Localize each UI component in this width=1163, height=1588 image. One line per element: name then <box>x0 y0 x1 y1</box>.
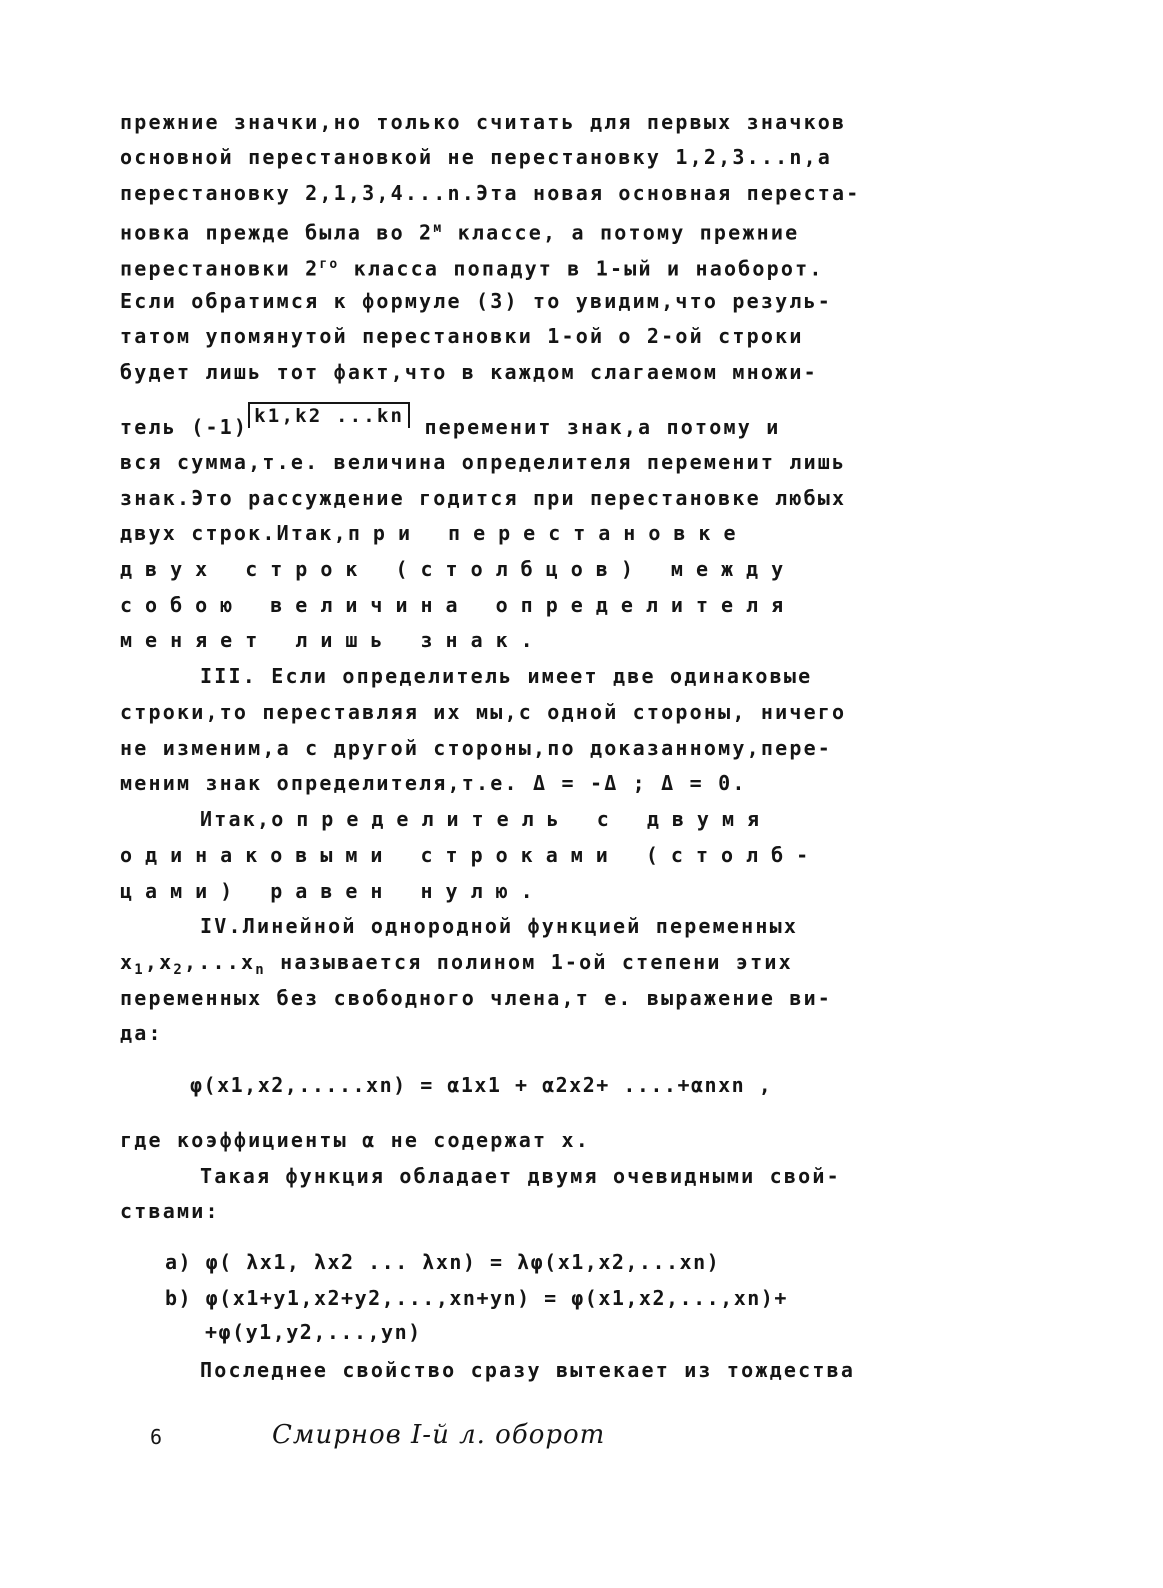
text-line: Если обратимся к формуле (3) то увидим,что резуль- <box>120 289 833 313</box>
text-line <box>120 521 990 545</box>
text-line: основной перестановкой не перестановку 1,2,3...n,а <box>120 145 833 169</box>
text-line: да: <box>120 1021 163 1045</box>
text-line <box>200 807 990 831</box>
text-line: строки,то переставляя их мы,с одной стороны, ничего <box>120 700 847 724</box>
text-segment: двух строк.Итак, <box>120 521 348 545</box>
inversion-bracket: k1,k2 ...kn <box>248 402 410 428</box>
text-line: будет лишь тот факт,что в каждом слагаемом множи- <box>120 360 818 384</box>
text-segment: перестановки 2 <box>120 256 320 281</box>
text-line <box>120 405 990 440</box>
text-line: Последнее свойство сразу вытекает из тождества <box>200 1358 856 1382</box>
text-line: перестановку 2,1,3,4...n.Эта новая основная переста- <box>120 181 861 205</box>
text-segment: называется полином 1-ой <box>265 950 608 974</box>
text-segment: новка прежде была во 2 <box>120 220 434 245</box>
emphasized-text: при перестановке <box>347 521 749 545</box>
text-segment: x <box>120 950 135 974</box>
text-line: знак.Это рассуждение годится при перестановке любых <box>120 486 847 510</box>
subscript: n <box>255 962 266 978</box>
subscript: 1 <box>134 962 145 978</box>
text-segment: степени этих <box>621 950 793 974</box>
text-segment: переменит знак,а потому и <box>410 415 781 439</box>
text-segment: тель (-1) <box>120 415 249 439</box>
emphasized-text: определитель с двумя <box>271 807 773 831</box>
text-segment: классе, а потому прежние <box>443 220 800 245</box>
page-number: 6 <box>150 1425 163 1449</box>
text-line: Такая функция обладает двумя очевидными свой- <box>200 1164 841 1188</box>
section-heading-line: IV.Линейной однородной функцией переменных <box>200 914 799 938</box>
text-line: не изменим,а с другой стороны,по доказанному,пере- <box>120 736 833 760</box>
emphasized-text-line: двух строк (столбцов) между <box>120 557 797 581</box>
section-heading-line: III. Если определитель имеет две одинаковые <box>200 664 813 688</box>
text-line: вся сумма,т.е. величина определителя переменит лишь <box>120 450 847 474</box>
property-b-line: b) φ(x1+y1,x2+y2,...,xn+yn) = φ(x1,x2,...,xn)+ <box>165 1286 788 1310</box>
text-segment: Итак, <box>200 807 272 831</box>
subscript: 2 <box>173 962 185 978</box>
text-line: $x_1,x_2,...x_n$ называется полином 1-ой степени этих <box>120 950 793 978</box>
formula-line: φ(x1,x2,.....xn) = α1x1 + α2x2+ ....+αnxn , <box>190 1073 773 1097</box>
text-line: прежние значки,но только считать для первых значков <box>120 110 847 134</box>
text-line: меним знак определителя,т.е. Δ = -Δ ; Δ = 0. <box>120 771 747 795</box>
handwritten-note: Смирнов I-й л. оборот <box>272 1420 606 1450</box>
text-line: ствами: <box>120 1199 220 1223</box>
emphasized-text-line: меняет лишь знак. <box>120 628 546 652</box>
superscript: го <box>319 257 340 272</box>
text-segment: класса попадут в 1-ый и наоборот. <box>339 256 824 281</box>
property-a-line: a) φ( λx1, λx2 ... λxn) = λφ(x1,x2,...xn) <box>165 1250 721 1274</box>
emphasized-text-line: цами) равен нулю. <box>120 879 546 903</box>
text-line: переменных без свободного члена,т е. выражение ви- <box>120 986 833 1010</box>
superscript: м <box>433 221 444 236</box>
text-line <box>120 253 990 281</box>
text-line <box>120 217 990 245</box>
text-line: где коэффициенты α не содержат x. <box>120 1128 590 1152</box>
text-line: татом упомянутой перестановки 1-ой о 2-ой строки <box>120 324 804 348</box>
emphasized-text-line: собою величина определителя <box>120 593 797 617</box>
property-b-continuation: +φ(y1,y2,...,yn) <box>205 1320 422 1344</box>
emphasized-text-line: одинаковыми строками (столб- <box>120 843 822 867</box>
